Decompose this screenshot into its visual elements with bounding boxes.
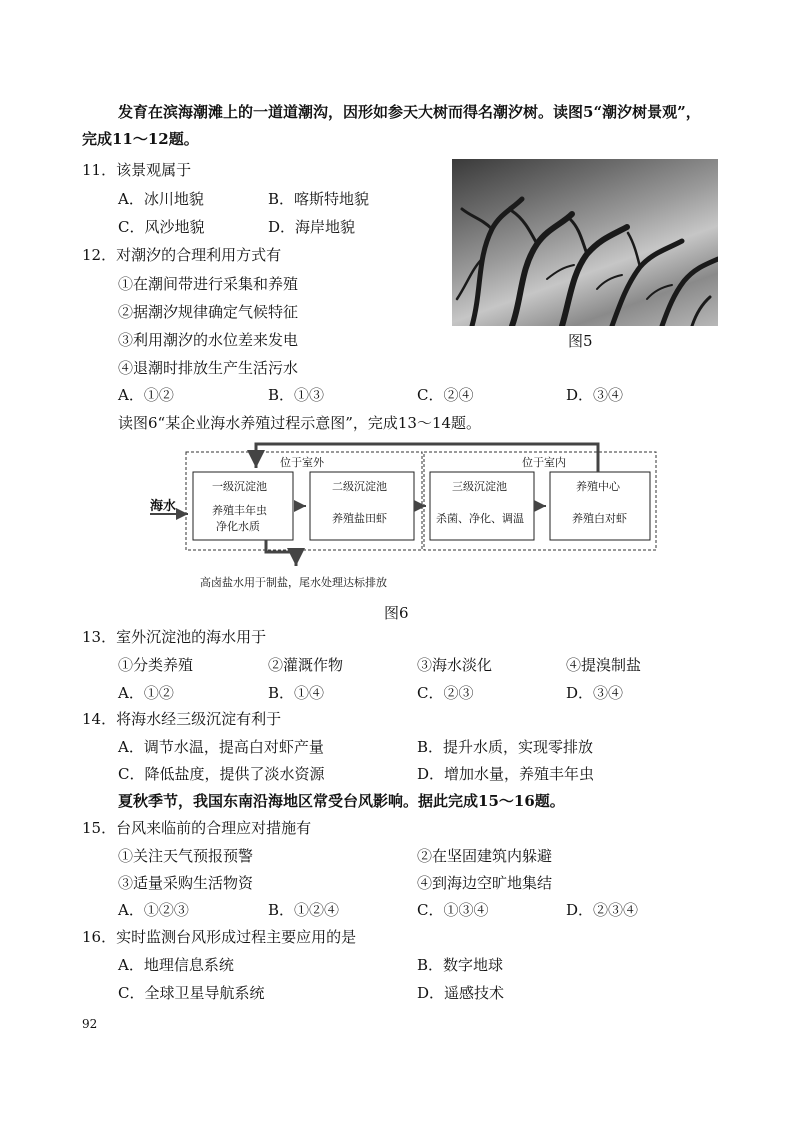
pool-3-title: 三级沉淀池 [452,480,507,493]
q15-choice-c: C．①③④ [417,901,489,919]
q11-option-c: C．风沙地貌 [118,218,205,236]
q13-choice-c: C．②③ [417,684,474,702]
q16-stem: 16．实时监测台风形成过程主要应用的是 [82,928,357,946]
q11-option-b: B．喀斯特地貌 [268,190,370,208]
q11-option-d: D．海岸地貌 [268,218,356,236]
q15-stem: 15．台风来临前的合理应对措施有 [82,819,312,837]
q14-choice-a: A．调节水温，提高白对虾产量 [118,738,324,756]
q15-choice-d: D．②③④ [566,901,639,919]
q15-option-1: ①关注天气预报预警 [118,847,254,865]
q15-option-2: ②在坚固建筑内躲避 [417,847,553,865]
q12-option-4: ④退潮时排放生产生活污水 [118,359,299,377]
q14-choice-b: B．提升水质，实现零排放 [417,738,594,756]
pool-2-line1: 养殖盐田虾 [332,512,387,525]
intro-text: 发育在滨海潮滩上的一道道潮沟，因形如参天大树而得名潮汐树。读图5“潮汐树景观”， [118,103,701,121]
q11-option-a: A．冰川地貌 [118,190,204,208]
q13-stem: 13．室外沉淀池的海水用于 [82,628,267,646]
pool-3-line1: 杀菌、净化、调温 [436,512,524,525]
drain-arrow [266,540,296,566]
pool-4-title: 养殖中心 [576,480,620,493]
q15-intro: 夏秋季节，我国东南沿海地区常受台风影响。据此完成15～16题。 [118,792,565,810]
fig6-intro: 读图6“某企业海水养殖过程示意图”，完成13～14题。 [118,414,482,432]
q16-choice-b: B．数字地球 [417,956,504,974]
pool-1-line1: 养殖丰年虫 [212,504,267,517]
q12-stem: 12．对潮汐的合理利用方式有 [82,246,282,264]
q12-choice-d: D．③④ [566,386,624,404]
q16-choice-a: A．地理信息系统 [118,956,234,974]
q11-stem: 11．该景观属于 [82,161,192,179]
q13-option-1: ①分类养殖 [118,656,194,674]
q15-option-4: ④到海边空旷地集结 [417,874,553,892]
q13-choice-a: A．①② [118,684,174,702]
q13-choice-d: D．③④ [566,684,624,702]
outdoor-label: 位于室外 [280,456,324,469]
q16-choice-c: C．全球卫星导航系统 [118,984,265,1002]
pool-1-title: 一级沉淀池 [212,480,267,493]
q15-choice-a: A．①②③ [118,901,189,919]
q16-choice-d: D．遥感技术 [417,984,505,1002]
indoor-label: 位于室内 [522,456,566,469]
q13-option-3: ③海水淡化 [417,656,493,674]
q12-option-3: ③利用潮汐的水位差来发电 [118,331,299,349]
q15-option-3: ③适量采购生活物资 [118,874,254,892]
intro-text-cont: 完成11～12题。 [82,130,199,148]
q15-choice-b: B．①②④ [268,901,340,919]
q14-choice-c: C．降低盐度，提供了淡水资源 [118,765,325,783]
q12-choice-c: C．②④ [417,386,474,404]
q12-choice-a: A．①② [118,386,174,404]
q12-choice-b: B．①③ [268,386,325,404]
q13-choice-b: B．①④ [268,684,325,702]
fig6-caption: 图6 [384,604,409,622]
seawater-label: 海水 [150,499,177,514]
q13-option-2: ②灌溉作物 [268,656,344,674]
page-number: 92 [82,1017,98,1031]
q14-choice-d: D．增加水量，养殖丰年虫 [417,765,595,783]
q12-option-1: ①在潮间带进行采集和养殖 [118,275,299,293]
q13-option-4: ④提溴制盐 [566,656,642,674]
q14-stem: 14．将海水经三级沉淀有利于 [82,710,282,728]
pool-1-line2: 净化水质 [216,520,260,533]
fig5-caption: 图5 [568,332,593,350]
pool-2-title: 二级沉淀池 [332,480,387,493]
q12-option-2: ②据潮汐规律确定气候特征 [118,303,299,321]
bottom-note: 高卤盐水用于制盐，尾水处理达标排放 [200,576,387,589]
pool-4-line1: 养殖白对虾 [572,512,627,525]
